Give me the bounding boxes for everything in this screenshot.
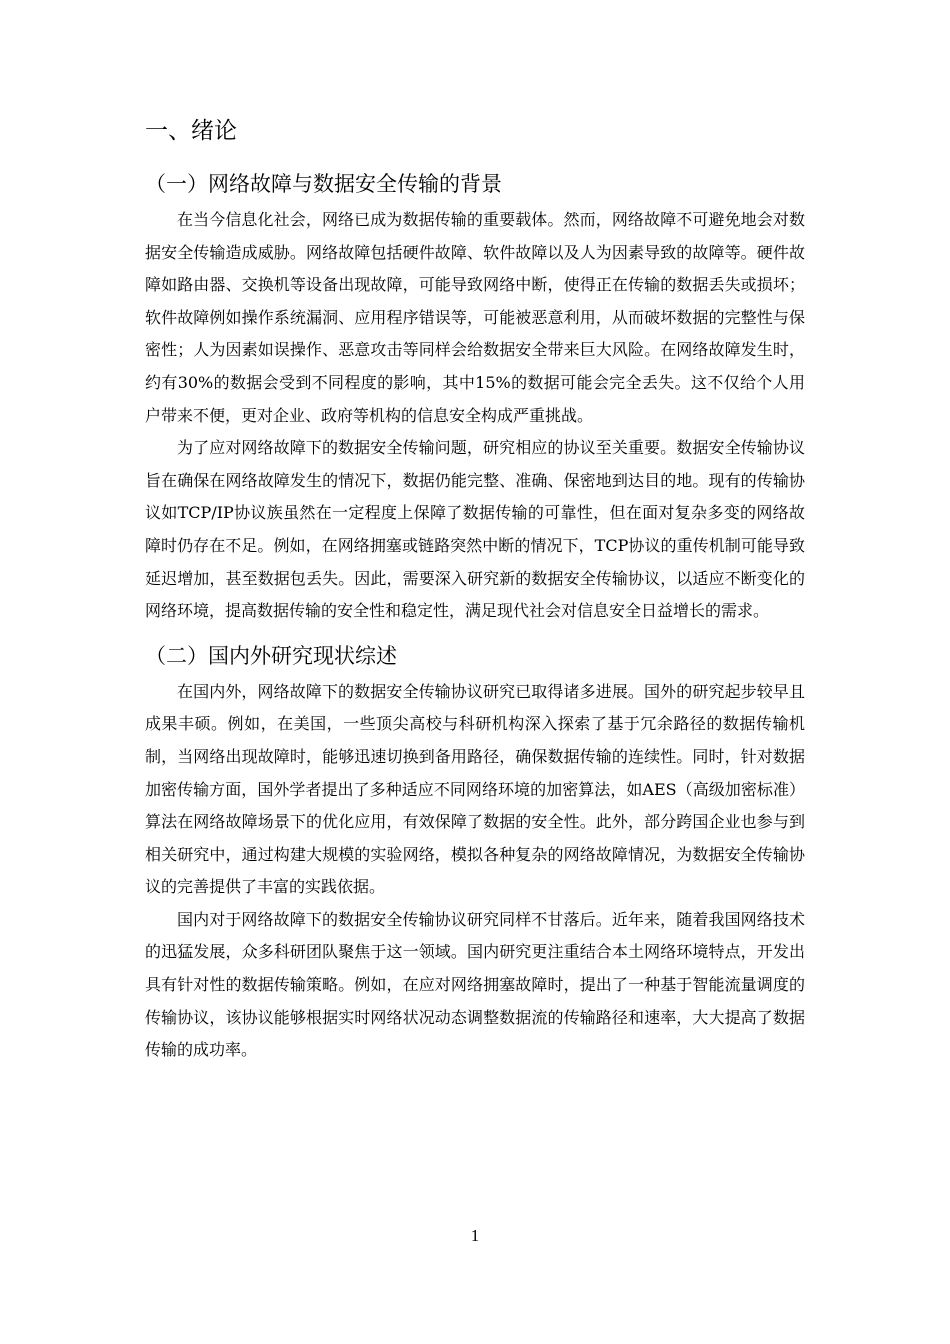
section-heading-research-status: （二）国内外研究现状综述 <box>145 643 397 668</box>
paragraph-background-2: 为了应对网络故障下的数据安全传输问题，研究相应的协议至关重要。数据安全传输协议旨在确保在网络故障发生的情况下，数据仍能完整、准确、保密地到达目的地。现有的传输协议如TCP/IP协议族虽然在一定程度上保障了数据传输的可靠性，但在面对复杂多变的网络故障时仍存在不足。例如，在网络拥塞或链路突然中断的情况下，TCP协议的重传机制可能导致延迟增加，甚至数据包丢失。因此，需要深入研究新的数据安全传输协议，以适应不断变化的网络环境，提高数据传输的安全性和稳定性，满足现代社会对信息安全日益增长的需求。 <box>145 438 805 621</box>
chapter-heading: 一、绪论 <box>145 118 237 144</box>
paragraph-research-2: 国内对于网络故障下的数据安全传输协议研究同样不甘落后。近年来，随着我国网络技术的迅猛发展，众多科研团队聚焦于这一领域。国内研究更注重结合本土网络环境特点，开发出具有针对性的数据传输策略。例如，在应对网络拥塞故障时，提出了一种基于智能流量调度的传输协议，该协议能够根据实时网络状况动态调整数据流的传输路径和速率，大大提高了数据传输的成功率。 <box>145 909 805 1060</box>
page-body <box>145 110 805 1067</box>
section-heading-background: （一）网络故障与数据安全传输的背景 <box>145 172 502 196</box>
paragraph-background-1: 在当今信息化社会，网络已成为数据传输的重要载体。然而，网络故障不可避免地会对数据安全传输造成威胁。网络故障包括硬件故障、软件故障以及人为因素导致的故障等。硬件故障如路由器、交换机等设备出现故障，可能导致网络中断，使得正在传输的数据丢失或损坏；软件故障例如操作系统漏洞、应用程序错误等，可能被恶意利用，从而破坏数据的完整性与保密性；人为因素如误操作、恶意攻击等同样会给数据安全带来巨大风险。在网络故障发生时，约有30%的数据会受到不同程度的影响，其中15%的数据可能会完全丢失。这不仅给个人用户带来不便，更对企业、政府等机构的信息安全构成严重挑战。 <box>145 210 805 425</box>
paragraph-research-1: 在国内外，网络故障下的数据安全传输协议研究已取得诸多进展。国外的研究起步较早且成果丰硕。例如，在美国，一些顶尖高校与科研机构深入探索了基于冗余路径的数据传输机制，当网络出现故障时，能够迅速切换到备用路径，确保数据传输的连续性。同时，针对数据加密传输方面，国外学者提出了多种适应不同网络环境的加密算法，如AES（高级加密标准）算法在网络故障场景下的优化应用，有效保障了数据的安全性。此外，部分跨国企业也参与到相关研究中，通过构建大规模的实验网络，模拟各种复杂的网络故障情况，为数据安全传输协议的完善提供了丰富的实践依据。 <box>145 681 805 897</box>
page-number: 1 <box>470 1226 480 1245</box>
